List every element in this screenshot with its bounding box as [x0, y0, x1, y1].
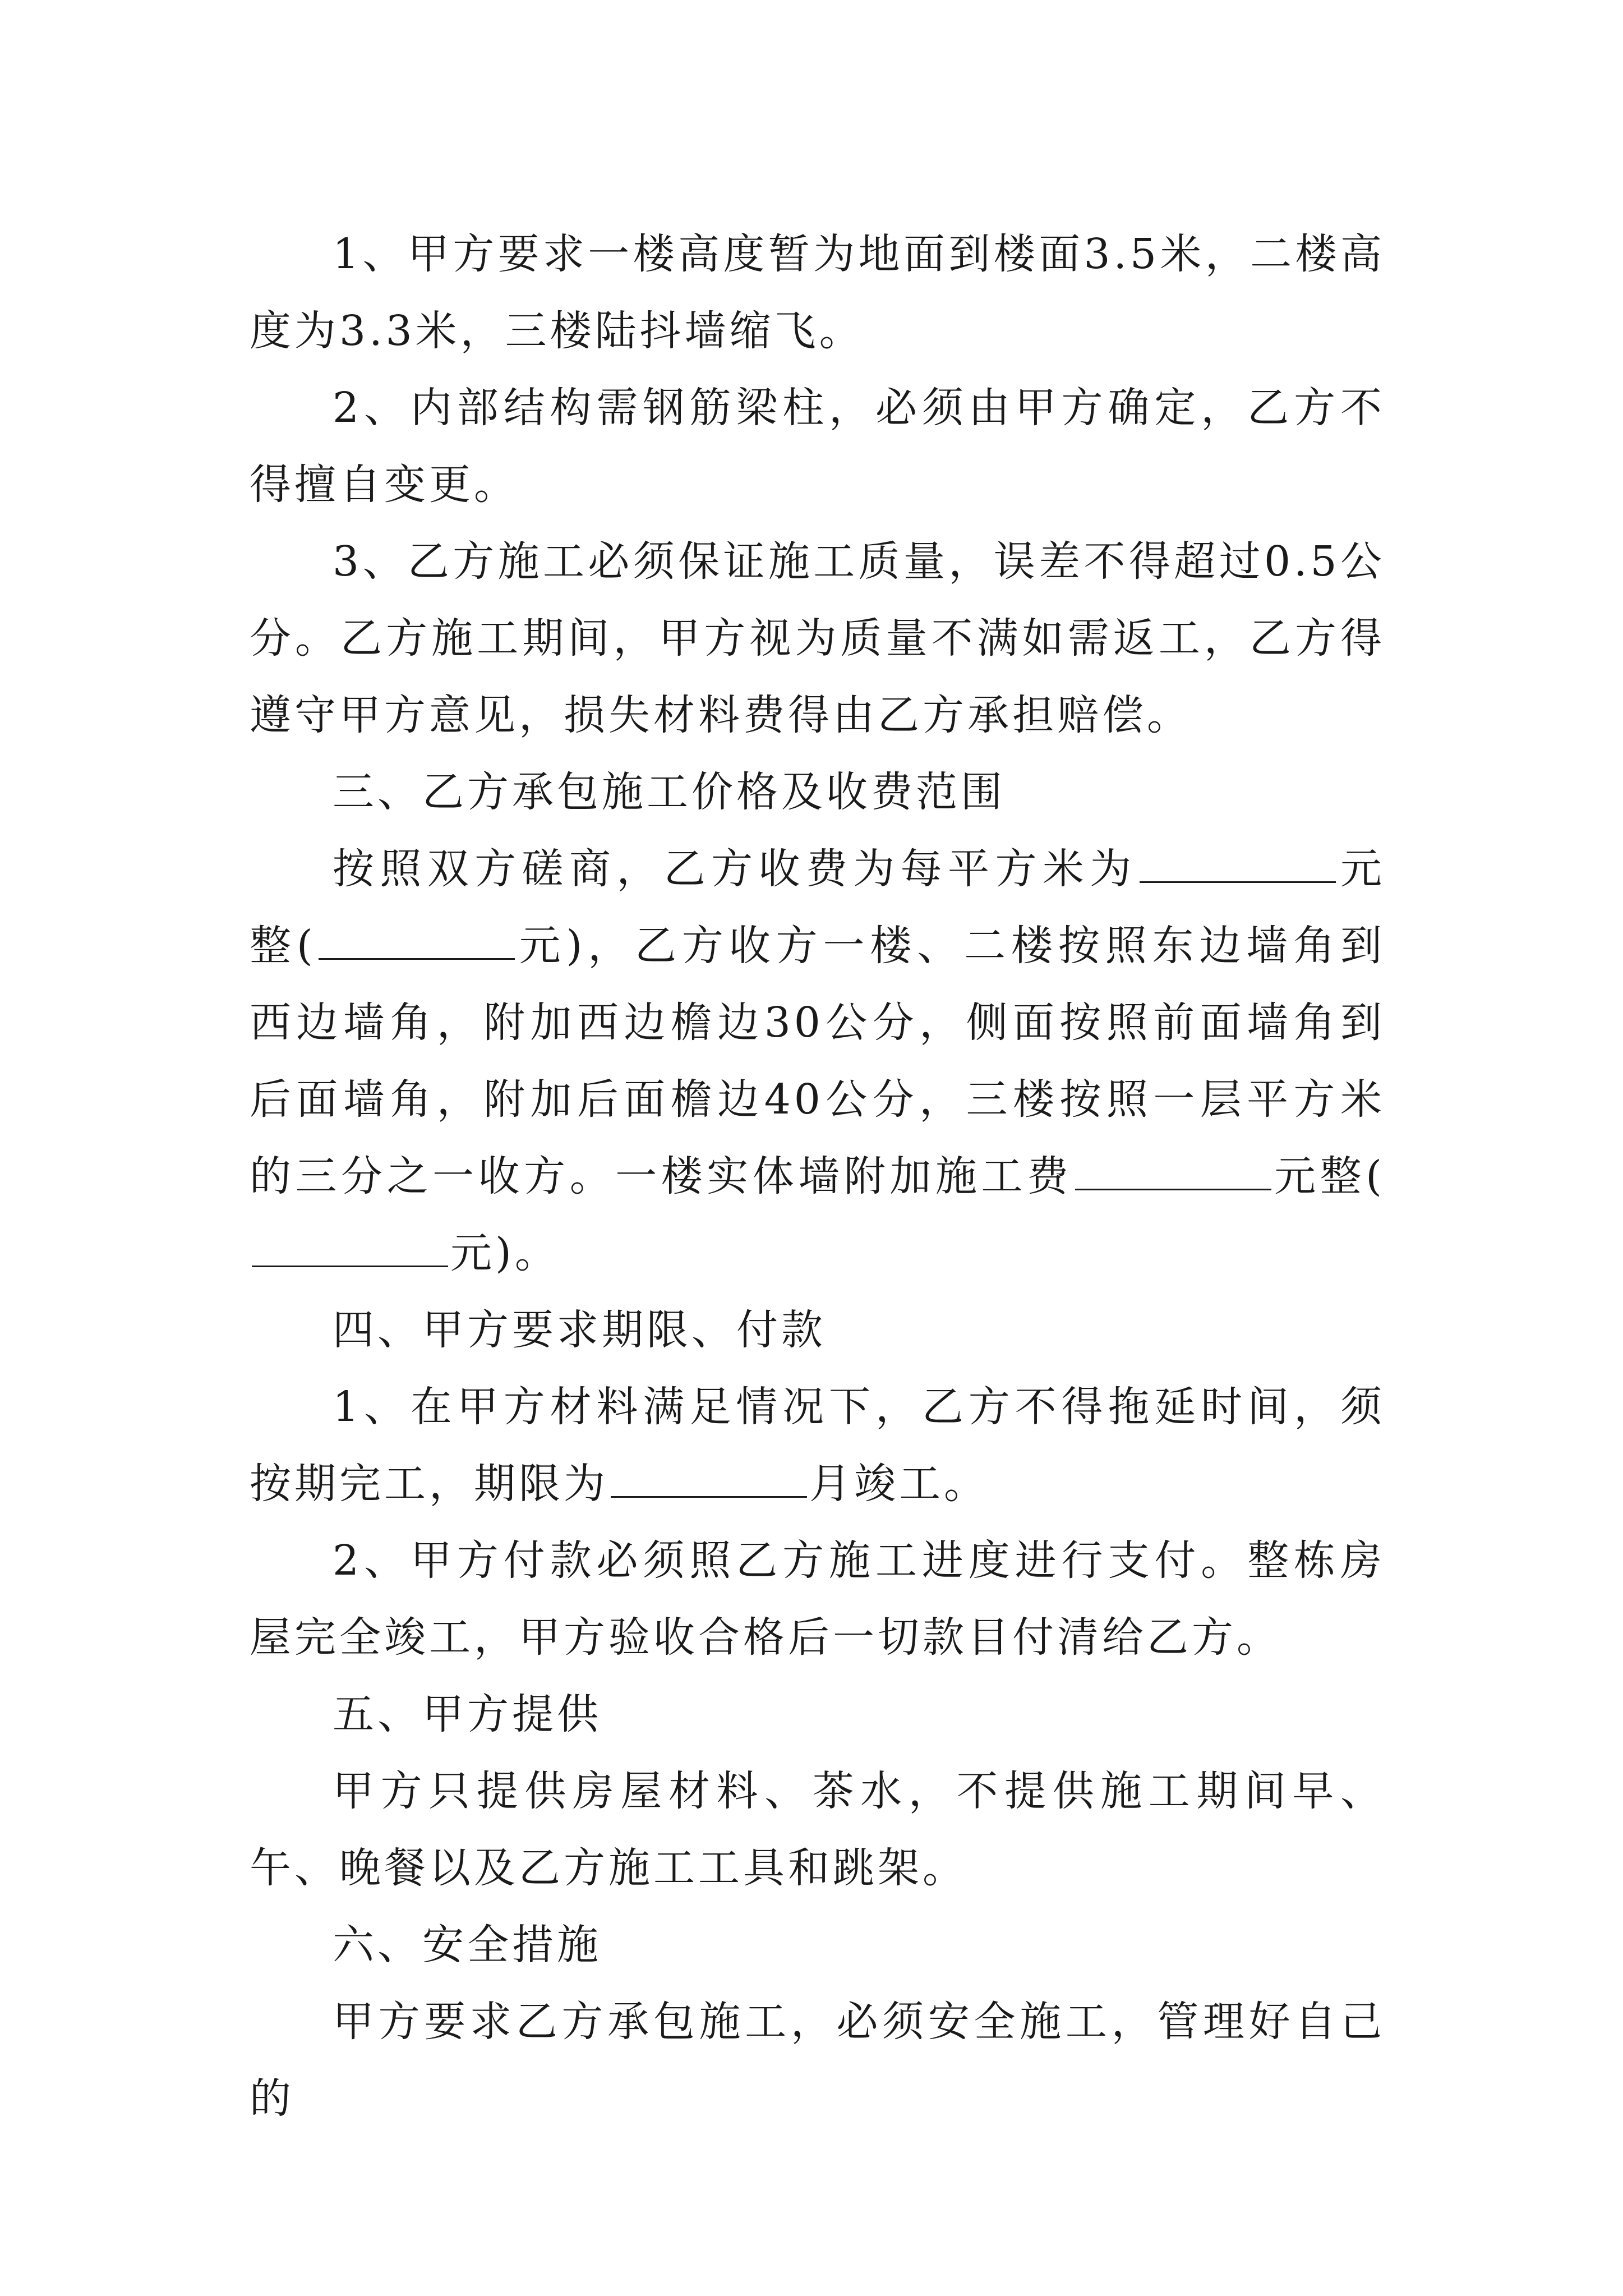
document-body — [250, 216, 1385, 2137]
deadline-text-b: 月竣工。 — [809, 1460, 989, 1508]
pricing-text-a: 按照双方磋商，乙方收费为每平方米为 — [333, 845, 1137, 893]
provision-paragraph: 甲方只提供房屋材料、茶水，不提供施工期间早、午、晚餐以及乙方施工工具和跳架。 — [250, 1767, 1385, 1892]
pricing-text-d: 元整( — [1273, 1152, 1386, 1200]
payment-paragraph: 2、甲方付款必须照乙方施工进度进行支付。整栋房屋完全竣工，甲方验收合格后一切款目付清给乙方。 — [250, 1536, 1385, 1662]
pricing-paragraph — [250, 831, 1385, 1292]
wall-fee-number-blank — [252, 1231, 448, 1267]
clause-1-floor-height: 1、甲方要求一楼高度暂为地面到楼面3.5米，二楼高度为3.3米，三楼陆抖墙缩飞。 — [250, 230, 1385, 355]
price-per-sqm-blank — [1140, 846, 1336, 883]
section-6-heading: 六、安全措施 — [333, 1921, 602, 1969]
section-5-heading: 五、甲方提供 — [333, 1690, 602, 1738]
pricing-text-b: 元整( — [250, 845, 1385, 970]
section-3-heading: 三、乙方承包施工价格及收费范围 — [333, 768, 1006, 816]
section-4-heading: 四、甲方要求期限、付款 — [333, 1306, 826, 1354]
clause-3-quality: 3、乙方施工必须保证施工质量，误差不得超过0.5公分。乙方施工期间，甲方视为质量不满如需返工，乙方得遵守甲方意见，损失材料费得由乙方承担赔偿。 — [250, 537, 1385, 739]
deadline-paragraph — [250, 1369, 1385, 1522]
wall-fee-blank — [1075, 1154, 1271, 1190]
deadline-months-blank — [611, 1461, 807, 1498]
safety-paragraph: 甲方要求乙方承包施工，必须安全施工，管理好自己的 — [250, 1998, 1385, 2123]
deadline-text-a: 1、在甲方材料满足情况下，乙方不得拖延时间，须按期完工，期限为 — [250, 1383, 1385, 1508]
pricing-text-e: 元)。 — [450, 1229, 560, 1277]
pricing-text-c: 元)，乙方收方一楼、二楼按照东边墙角到西边墙角，附加西边檐边30公分，侧面按照前面墙角到后面墙角，附加后面檐边40公分，三楼按照一层平方米的三分之一收方。一楼实体墙附加施工费 — [250, 922, 1385, 1200]
price-per-sqm-number-blank — [319, 923, 515, 960]
clause-2-structure: 2、内部结构需钢筋梁柱，必须由甲方确定，乙方不得擅自变更。 — [250, 384, 1385, 509]
